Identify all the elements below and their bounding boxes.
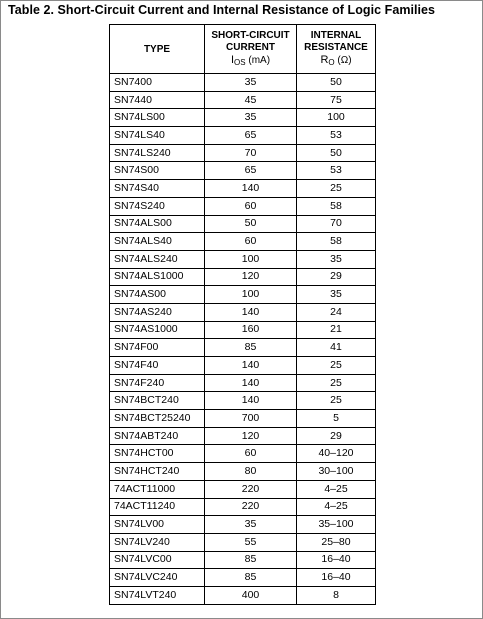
current-cell: 65 (205, 127, 297, 145)
type-cell: SN74ABT240 (110, 427, 205, 445)
table-row (110, 162, 376, 180)
current-cell: 70 (205, 144, 297, 162)
resistance-cell: 100 (297, 109, 376, 127)
type-cell: SN74LVC240 (110, 569, 205, 587)
current-cell: 140 (205, 392, 297, 410)
table-row (110, 551, 376, 569)
type-cell: SN74LVC00 (110, 551, 205, 569)
table-row (110, 127, 376, 145)
table-body (110, 74, 376, 605)
resistance-cell: 4–25 (297, 480, 376, 498)
current-cell: 65 (205, 162, 297, 180)
current-cell: 55 (205, 533, 297, 551)
header-internal-resistance (297, 25, 376, 74)
current-cell: 45 (205, 91, 297, 109)
table-row (110, 586, 376, 604)
table-row (110, 144, 376, 162)
resistance-cell: 5 (297, 410, 376, 428)
current-cell: 120 (205, 427, 297, 445)
current-cell: 220 (205, 480, 297, 498)
current-cell: 100 (205, 250, 297, 268)
resistance-cell: 35 (297, 250, 376, 268)
resistance-cell: 58 (297, 233, 376, 251)
table-row (110, 233, 376, 251)
current-cell: 35 (205, 109, 297, 127)
type-cell: SN74S00 (110, 162, 205, 180)
type-cell: SN74BCT240 (110, 392, 205, 410)
type-cell: SN74LS00 (110, 109, 205, 127)
type-cell: SN74HCT00 (110, 445, 205, 463)
type-cell: 74ACT11000 (110, 480, 205, 498)
resistance-cell: 25 (297, 180, 376, 198)
type-cell: SN74ALS1000 (110, 268, 205, 286)
type-cell: SN74F00 (110, 339, 205, 357)
resistance-cell: 29 (297, 268, 376, 286)
current-cell: 140 (205, 303, 297, 321)
table-row (110, 463, 376, 481)
resistance-cell: 50 (297, 144, 376, 162)
resistance-cell: 8 (297, 586, 376, 604)
type-cell: SN74S40 (110, 180, 205, 198)
type-cell: SN74LVT240 (110, 586, 205, 604)
type-cell: SN74AS240 (110, 303, 205, 321)
resistance-cell: 58 (297, 197, 376, 215)
resistance-cell: 35–100 (297, 516, 376, 534)
resistance-cell: 25–80 (297, 533, 376, 551)
current-cell: 140 (205, 180, 297, 198)
table-row (110, 250, 376, 268)
resistance-symbol: $R_O$ (320, 53, 335, 67)
current-cell: 100 (205, 286, 297, 304)
table-row (110, 392, 376, 410)
type-cell: SN74AS00 (110, 286, 205, 304)
type-cell: SN74LS40 (110, 127, 205, 145)
current-cell: 60 (205, 445, 297, 463)
table-row (110, 357, 376, 375)
current-cell: 35 (205, 516, 297, 534)
header-resistance-symbol-line (297, 54, 375, 69)
header-type-label: TYPE (143, 44, 171, 55)
resistance-cell: 41 (297, 339, 376, 357)
table-row (110, 321, 376, 339)
header-resistance-line2: RESISTANCE (304, 41, 368, 53)
resistance-cell: 25 (297, 392, 376, 410)
resistance-cell: 4–25 (297, 498, 376, 516)
table-row (110, 180, 376, 198)
current-cell: 80 (205, 463, 297, 481)
table-caption: Table 2. Short-Circuit Current and Internal Resistance of Logic Families (8, 3, 436, 17)
header-row (110, 25, 376, 74)
resistance-cell: 30–100 (297, 463, 376, 481)
resistance-cell: 35 (297, 286, 376, 304)
resistance-cell: 29 (297, 427, 376, 445)
header-type (110, 25, 205, 74)
resistance-cell: 53 (297, 127, 376, 145)
type-cell: SN74F240 (110, 374, 205, 392)
table-row (110, 569, 376, 587)
table-row (110, 91, 376, 109)
current-cell: 120 (205, 268, 297, 286)
resistance-cell: 25 (297, 357, 376, 375)
table-row (110, 303, 376, 321)
table-row (110, 268, 376, 286)
resistance-cell: 53 (297, 162, 376, 180)
current-unit: (mA) (248, 54, 271, 66)
current-symbol: $I_{OS}$ (230, 53, 246, 67)
current-cell: 140 (205, 357, 297, 375)
current-cell: 50 (205, 215, 297, 233)
header-current-line2: CURRENT (226, 41, 275, 53)
table-row (110, 427, 376, 445)
table-row (110, 533, 376, 551)
current-cell: 160 (205, 321, 297, 339)
table-row (110, 197, 376, 215)
resistance-cell: 75 (297, 91, 376, 109)
type-cell: SN74BCT25240 (110, 410, 205, 428)
header-resistance-line1: INTERNAL (310, 29, 362, 41)
resistance-cell: 40–120 (297, 445, 376, 463)
current-cell: 220 (205, 498, 297, 516)
type-cell: SN74S240 (110, 197, 205, 215)
type-cell: SN7400 (110, 74, 205, 92)
table-row (110, 286, 376, 304)
table-row (110, 498, 376, 516)
table-row (110, 215, 376, 233)
type-cell: SN74AS1000 (110, 321, 205, 339)
table-row (110, 516, 376, 534)
type-cell: SN74F40 (110, 357, 205, 375)
current-cell: 400 (205, 586, 297, 604)
table-row (110, 410, 376, 428)
header-current-line1: SHORT-CIRCUIT (211, 29, 290, 41)
resistance-cell: 24 (297, 303, 376, 321)
current-cell: 85 (205, 551, 297, 569)
resistance-cell: 25 (297, 374, 376, 392)
header-short-circuit-current (205, 25, 297, 74)
resistance-cell: 70 (297, 215, 376, 233)
current-cell: 85 (205, 339, 297, 357)
type-cell: 74ACT11240 (110, 498, 205, 516)
current-cell: 700 (205, 410, 297, 428)
current-cell: 60 (205, 197, 297, 215)
current-cell: 140 (205, 374, 297, 392)
logic-families-table (109, 24, 376, 605)
type-cell: SN7440 (110, 91, 205, 109)
resistance-cell: 16–40 (297, 551, 376, 569)
table-row (110, 445, 376, 463)
header-current-symbol-line (205, 54, 296, 69)
type-cell: SN74LV00 (110, 516, 205, 534)
type-cell: SN74LS240 (110, 144, 205, 162)
type-cell: SN74ALS40 (110, 233, 205, 251)
resistance-unit: (Ω) (337, 54, 352, 66)
type-cell: SN74ALS00 (110, 215, 205, 233)
type-cell: SN74LV240 (110, 533, 205, 551)
type-cell: SN74HCT240 (110, 463, 205, 481)
table-row (110, 109, 376, 127)
type-cell: SN74ALS240 (110, 250, 205, 268)
current-cell: 85 (205, 569, 297, 587)
table-row (110, 74, 376, 92)
table-row (110, 480, 376, 498)
table-row (110, 339, 376, 357)
resistance-cell: 50 (297, 74, 376, 92)
table-row (110, 374, 376, 392)
current-cell: 35 (205, 74, 297, 92)
resistance-cell: 21 (297, 321, 376, 339)
resistance-cell: 16–40 (297, 569, 376, 587)
current-cell: 60 (205, 233, 297, 251)
